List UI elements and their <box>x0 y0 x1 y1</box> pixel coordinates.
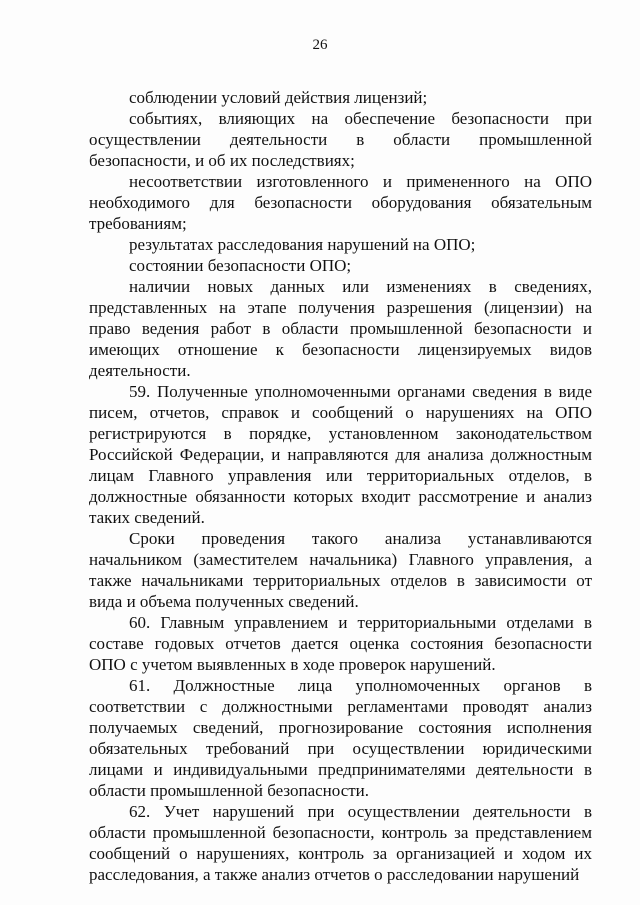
paragraph-equipment-nonconformity: несоответствии изготовленного и примененного на ОПО необходимого для безопасности оборудования обязательным требованиям; <box>89 172 592 233</box>
document-body <box>89 87 592 885</box>
paragraph-clause-62: 62. Учет нарушений при осуществлении деятельности в области промышленной безопасности, контроль за представлением сообщений о нарушениях, контроль за организацией и ходом их расследования, а также анализ отчетов о расследовании нарушений <box>89 802 592 884</box>
paragraph-safety-state: состоянии безопасности ОПО; <box>129 256 352 275</box>
paragraph-clause-59: 59. Полученные уполномоченными органами сведения в виде писем, отчетов, справок и сообщений о нарушениях на ОПО регистрируются в порядке, установленном законодательством Российской Федерации, и направляются для анализа должностным лицам Главного управления или территориальных отделов, в должностные обязанности которых входит рассмотрение и анализ таких сведений. <box>89 382 592 527</box>
paragraph-investigation-results: результатах расследования нарушений на ОПО; <box>129 235 476 254</box>
paragraph-clause-60: 60. Главным управлением и территориальными отделами в составе годовых отчетов дается оценка состояния безопасности ОПО с учетом выявленных в ходе проверок нарушений. <box>89 613 592 674</box>
paragraph-analysis-deadlines: Сроки проведения такого анализа устанавливаются начальником (заместителем начальника) Главного управления, а также начальниками территориальных отделов в зависимости от вида и объема полученных сведений. <box>89 529 592 611</box>
paragraph-license-conditions: соблюдении условий действия лицензий; <box>129 88 428 107</box>
paragraph-clause-61: 61. Должностные лица уполномоченных органов в соответствии с должностными регламентами проводят анализ получаемых сведений, прогнозирование состояния исполнения обязательных требований при осуществлении юридическими лицами и индивидуальными предпринимателями деятельности в области промышленной безопасности. <box>89 676 592 800</box>
paragraph-safety-events: событиях, влияющих на обеспечение безопасности при осуществлении деятельности в области промышленной безопасности, и об их последствиях; <box>89 109 592 170</box>
paragraph-new-data: наличии новых данных или изменениях в сведениях, представленных на этапе получения разрешения (лицензии) на право ведения работ в области промышленной безопасности и имеющих отношение к безопасности лицензируемых видов деятельности. <box>89 277 592 380</box>
page-number: 26 <box>312 37 328 53</box>
